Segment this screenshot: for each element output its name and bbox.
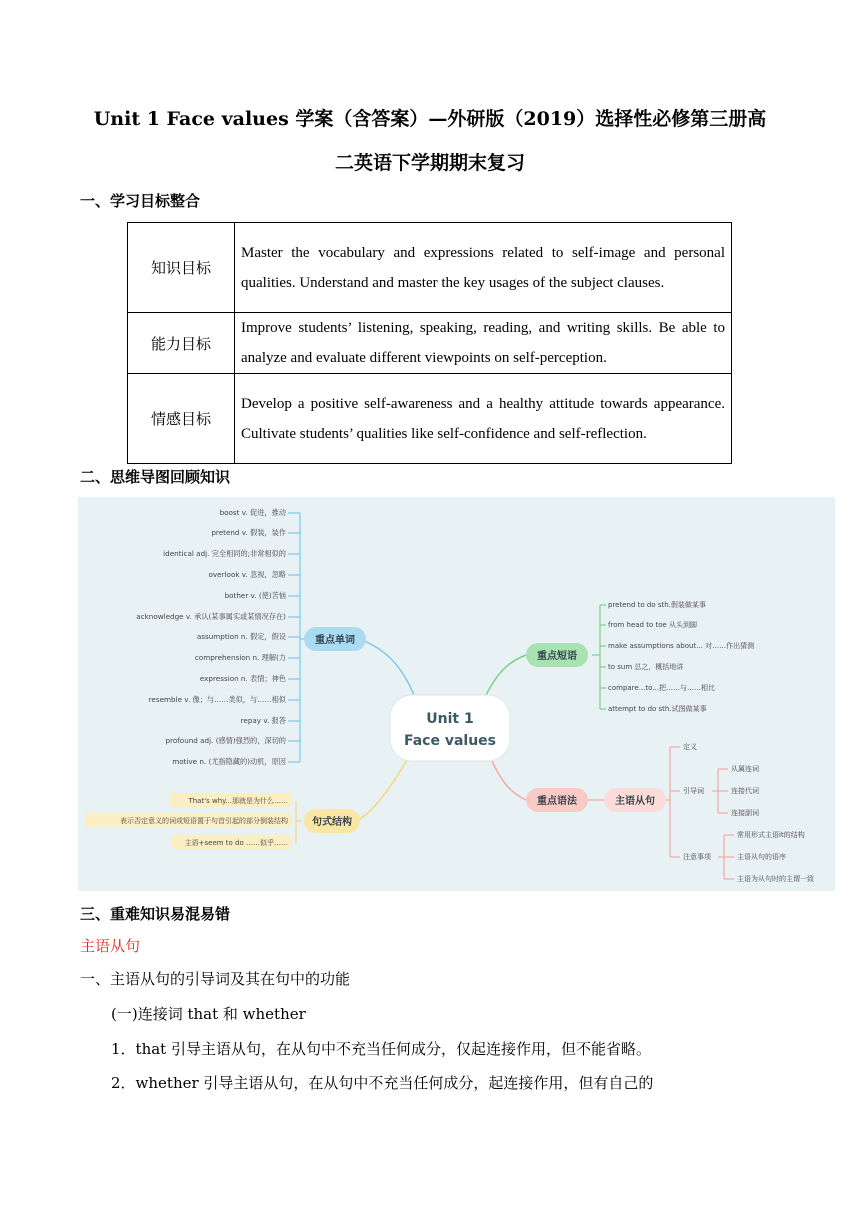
word-item: resemble v. 像；与……类似，与……相似 (148, 695, 286, 704)
rule-point-2: 2．whether 引导主语从句，在从句中不充当任何成分，起连接作用，但有自己的 (111, 1074, 654, 1092)
word-item: comprehension n. 理解(力 (194, 653, 286, 662)
clause-definition: 定义 (683, 743, 697, 751)
word-item: acknowledge v. 承认(某事属实或某情况存在) (136, 612, 286, 621)
phrase-item: to sum 总之，概括地讲 (608, 663, 684, 671)
table-row (128, 313, 732, 374)
word-item: bother v. (使)苦恼 (224, 591, 286, 600)
phrases-node-label: 重点短语 (537, 651, 577, 662)
word-item: identical adj. 完全相同的;非常相似的 (163, 549, 286, 558)
center-title-line2: Face values (403, 733, 497, 749)
sentence-item: That's why...那就是为什么…… (188, 797, 288, 805)
phrase-item: from head to toe 从头到脚 (608, 621, 698, 629)
goal-label: 情感目标 (128, 374, 235, 464)
sentence-item: 主语+seem to do ……似乎…… (184, 839, 288, 847)
word-item: profound adj. (感情)强烈的，深切的 (165, 736, 286, 745)
goal-label: 能力目标 (128, 313, 235, 374)
mind-map (78, 497, 835, 891)
note-item: 常用形式主语it的结构 (737, 831, 805, 839)
word-item: expression n. 表情；神色 (199, 674, 286, 683)
topic-heading: 主语从句 (80, 937, 141, 955)
goal-label: 知识目标 (128, 223, 235, 313)
rule-point-1: 1．that 引导主语从句，在从句中不充当任何成分，仅起连接作用，但不能省略。 (111, 1040, 651, 1058)
goal-description: Improve students’ listening, speaking, reading, and writing skills. Be able to analyze and evaluate different viewpoints on self-perception. (235, 313, 732, 374)
word-item: motive n. (尤指隐藏的)动机，原因 (172, 757, 286, 766)
word-item: overlook v. 忽视，忽略 (208, 570, 286, 579)
phrase-item: make assumptions about... 对……作出猜测 (608, 642, 755, 650)
page-title-line2: 二英语下学期期末复习 (334, 152, 525, 174)
word-item: repay v. 报答 (240, 716, 286, 725)
clause-notes: 注意事项 (683, 853, 711, 861)
center-title-line1: Unit 1 (426, 711, 474, 727)
word-item: pretend v. 假装，装作 (211, 528, 286, 537)
section-heading-key-points: 三、重难知识易混易错 (80, 905, 231, 923)
table-row (128, 223, 732, 313)
section-heading-goals: 一、学习目标整合 (80, 192, 201, 210)
phrase-item: compare...to...把……与……相比 (608, 684, 715, 692)
center-node (390, 695, 510, 761)
introducer-type: 从属连词 (731, 765, 759, 773)
section-heading-mindmap: 二、思维导图回顾知识 (80, 468, 231, 486)
clause-introducers: 引导词 (683, 787, 704, 795)
page-title-line1: Unit 1 Face values 学案（含答案）—外研版（2019）选择性必修第三册高 (93, 108, 767, 130)
phrase-item: pretend to do sth.假装做某事 (608, 601, 706, 609)
note-item: 主语为从句时的主谓一致 (737, 875, 814, 883)
grammar-node-label: 重点语法 (537, 796, 577, 807)
subheading-1: 一、主语从句的引导词及其在句中的功能 (80, 970, 351, 988)
learning-goals-table (127, 222, 732, 464)
sentence-item: 表示否定意义的词或短语置于句首引起的部分倒装结构 (120, 817, 288, 825)
words-node-label: 重点单词 (315, 635, 355, 646)
sub-subheading: (一)连接词 that 和 whether (111, 1005, 306, 1023)
word-item: boost v. 促进，推动 (219, 508, 286, 517)
sentences-node-label: 句式结构 (312, 817, 352, 828)
goal-description: Master the vocabulary and expressions related to self-image and personal qualities. Understand and master the key usages of the subject clauses. (235, 223, 732, 313)
phrase-item: attempt to do sth.试图做某事 (608, 705, 707, 713)
clause-node-label: 主语从句 (615, 796, 655, 807)
note-item: 主语从句的语序 (737, 853, 786, 861)
word-item: assumption n. 假定，假设 (196, 632, 286, 641)
introducer-type: 连接代词 (731, 787, 759, 795)
goal-description: Develop a positive self-awareness and a healthy attitude towards appearance. Cultivate students’ qualities like self-confidence and self-reflection. (235, 374, 732, 464)
introducer-type: 连接副词 (731, 809, 759, 817)
table-row (128, 374, 732, 464)
